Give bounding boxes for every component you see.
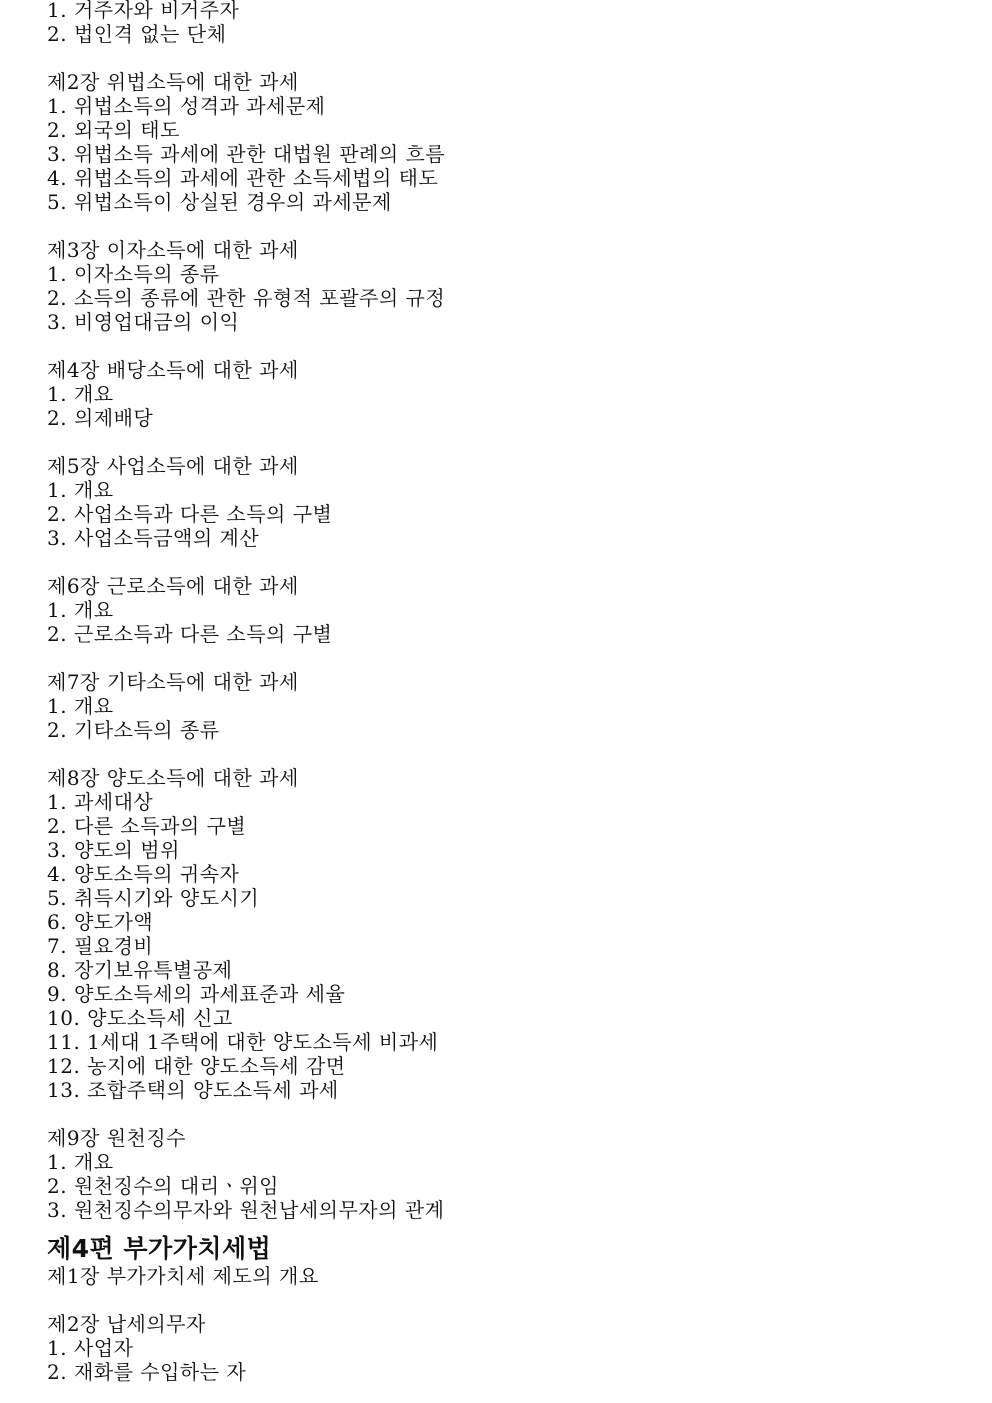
toc-item: 2. 근로소득과 다른 소득의 구별	[47, 622, 333, 646]
toc-item: 12. 농지에 대한 양도소득세 감면	[47, 1054, 346, 1078]
chapter-heading-9: 제9장 원천징수	[47, 1126, 187, 1150]
toc-item: 10. 양도소득세 신고	[47, 1006, 233, 1030]
toc-item: 2. 법인격 없는 단체	[47, 22, 227, 46]
toc-item: 9. 양도소득세의 과세표준과 세율	[47, 982, 346, 1006]
section-gap	[47, 46, 947, 70]
part-heading: 제4편 부가가치세법	[47, 1234, 272, 1263]
toc-item: 3. 비영업대금의 이익	[47, 310, 240, 334]
toc-item: 1. 개요	[47, 694, 114, 718]
toc-item: 2. 다른 소득과의 구별	[47, 814, 247, 838]
toc-item: 8. 장기보유특별공제	[47, 958, 233, 982]
toc-item: 4. 양도소득의 귀속자	[47, 862, 240, 886]
toc-item: 1. 이자소득의 종류	[47, 262, 220, 286]
section-gap	[47, 1102, 947, 1126]
section-gap	[47, 430, 947, 454]
chapter-heading-2: 제2장 위법소득에 대한 과세	[47, 70, 299, 94]
section-gap	[47, 214, 947, 238]
toc-item: 2. 원천징수의 대리ㆍ위임	[47, 1174, 279, 1198]
chapter-heading-3: 제3장 이자소득에 대한 과세	[47, 238, 299, 262]
toc-item: 5. 위법소득이 상실된 경우의 과세문제	[47, 190, 392, 214]
chapter-heading-6: 제6장 근로소득에 대한 과세	[47, 574, 299, 598]
section-gap	[47, 742, 947, 766]
section-gap	[47, 334, 947, 358]
section-gap	[47, 550, 947, 574]
chapter-heading-4: 제4장 배당소득에 대한 과세	[47, 358, 299, 382]
toc-item: 1. 개요	[47, 1150, 114, 1174]
toc-item: 2. 재화를 수입하는 자	[47, 1360, 247, 1384]
chapter-heading-7: 제7장 기타소득에 대한 과세	[47, 670, 299, 694]
toc-item: 1. 과세대상	[47, 790, 154, 814]
toc-item: 1. 사업자	[47, 1336, 134, 1360]
toc-item: 2. 소득의 종류에 관한 유형적 포괄주의 규정	[47, 286, 446, 310]
toc-item: 2. 의제배당	[47, 406, 154, 430]
toc-item: 7. 필요경비	[47, 934, 154, 958]
chapter-heading-8: 제8장 양도소득에 대한 과세	[47, 766, 299, 790]
toc-item: 3. 위법소득 과세에 관한 대법원 판례의 흐름	[47, 142, 446, 166]
chapter-heading-2: 제2장 납세의무자	[47, 1312, 206, 1336]
toc-item: 2. 기타소득의 종류	[47, 718, 220, 742]
toc-item: 2. 외국의 태도	[47, 118, 180, 142]
toc-item: 1. 개요	[47, 382, 114, 406]
chapter-heading-1: 제1장 부가가치세 제도의 개요	[47, 1264, 319, 1288]
chapter-heading-5: 제5장 사업소득에 대한 과세	[47, 454, 299, 478]
section-gap	[47, 1288, 947, 1312]
toc-item: 3. 사업소득금액의 계산	[47, 526, 260, 550]
toc-item: 1. 위법소득의 성격과 과세문제	[47, 94, 326, 118]
toc-item: 1. 개요	[47, 478, 114, 502]
toc-item: 2. 사업소득과 다른 소득의 구별	[47, 502, 333, 526]
table-of-contents	[47, 0, 947, 1384]
toc-item: 11. 1세대 1주택에 대한 양도소득세 비과세	[47, 1030, 439, 1054]
toc-item: 5. 취득시기와 양도시기	[47, 886, 260, 910]
toc-item: 3. 원천징수의무자와 원천납세의무자의 관계	[47, 1198, 445, 1222]
toc-item: 3. 양도의 범위	[47, 838, 180, 862]
section-gap	[47, 646, 947, 670]
toc-item: 1. 거주자와 비거주자	[47, 0, 240, 22]
toc-item: 1. 개요	[47, 598, 114, 622]
toc-item: 6. 양도가액	[47, 910, 154, 934]
toc-item: 4. 위법소득의 과세에 관한 소득세법의 태도	[47, 166, 439, 190]
toc-item: 13. 조합주택의 양도소득세 과세	[47, 1078, 339, 1102]
